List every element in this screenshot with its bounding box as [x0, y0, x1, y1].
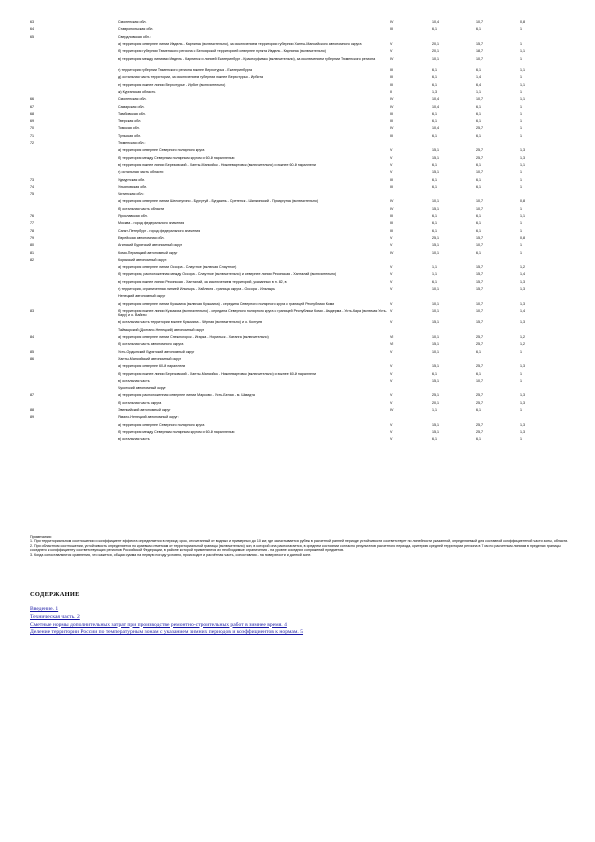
value-cell: 15,7	[476, 265, 483, 270]
row-number: 63	[30, 20, 34, 24]
coefficient-cell: 1	[520, 133, 522, 138]
value-cell: 15,1	[432, 243, 439, 248]
row-number: 86	[30, 356, 34, 361]
value-cell: 20,1	[432, 41, 439, 46]
zone-cell: V	[390, 429, 393, 434]
value-cell: 1,1	[432, 408, 437, 412]
value-cell: 6,1	[476, 27, 481, 32]
row-number: 64	[30, 27, 34, 32]
zone-cell: V	[390, 422, 393, 427]
value-cell: 18,7	[476, 49, 483, 54]
zone-cell: III	[390, 27, 393, 32]
zone-cell: III	[390, 68, 393, 72]
coefficient-cell: 1	[520, 170, 522, 175]
value-cell: 10,1	[432, 335, 439, 339]
row-number: 80	[30, 243, 34, 248]
contents-link[interactable]: Деление территории России по температурным зонам с указанием зимних периодов и коэффициентов к нормам. 5	[30, 629, 304, 636]
region-name: б) остальная часть округа	[118, 400, 162, 405]
coefficient-cell: 1	[520, 126, 522, 131]
zone-cell: III	[390, 75, 393, 80]
value-cell: 15,7	[476, 279, 483, 284]
zone-cell: IV	[390, 56, 394, 61]
value-cell: 15,7	[476, 235, 483, 240]
value-cell: 6,1	[476, 133, 481, 138]
region-name: в) остальная часть	[118, 437, 150, 442]
value-cell: 6,1	[432, 119, 437, 124]
value-cell: 25,1	[432, 393, 439, 398]
region-name: в) остальная часть территории южнее Кузьмиха - Чёрная (включительно) и о. Колгуев	[118, 320, 263, 325]
zone-cell: V	[390, 287, 393, 291]
value-cell: 10,4	[432, 97, 439, 102]
row-number: 69	[30, 119, 34, 124]
value-cell: 10,1	[432, 349, 439, 354]
region-name: в) территория между линиями Ивдель - Карпинск и линией Екатеринбург - Красноуфимск (включительно), за исключением губернии Тюменского региона	[118, 56, 376, 61]
coefficient-cell: 1,2	[520, 342, 525, 347]
zone-cell: III	[390, 228, 393, 233]
region-name: а) территория расположенная севернее линии Марково - Усть-Белая - м. Шмидта	[118, 393, 255, 398]
value-cell: 10,7	[476, 378, 483, 383]
value-cell: 20,1	[432, 49, 439, 54]
coefficient-cell: 0,8	[520, 235, 525, 240]
value-cell: 1,1	[432, 272, 437, 277]
zone-cell: II	[390, 89, 392, 94]
region-name: а) территория севернее линии Снежногорск - Игарка - Норильск - Хатанга (включительно)	[118, 335, 269, 339]
value-cell: 6,1	[476, 104, 481, 109]
region-name: в) территория южнее линии Березовский - Ханты-Мансийск - Нижневартовск (включительно) и южнее 60-й параллели	[118, 162, 316, 167]
region-name: Тамбовская обл.	[118, 111, 146, 116]
value-cell: 15,1	[432, 422, 439, 427]
value-cell: 6,1	[476, 408, 481, 412]
row-number: 76	[30, 214, 34, 218]
zone-cell: V	[390, 393, 393, 398]
coefficient-cell: 1,3	[520, 155, 525, 160]
region-name: Ставропольская обл.	[118, 27, 154, 32]
value-cell: 6,1	[476, 221, 481, 226]
row-number: 77	[30, 221, 34, 226]
value-cell: 25,7	[476, 400, 483, 405]
region-name: а) территория севернее линии Ивдель - Карпинск (включительно), за исключением территории губернии Ханты-Мансийского автономного округа	[118, 41, 362, 46]
value-cell: 20,1	[432, 400, 439, 405]
contents-link[interactable]: Сметные нормы дополнительных затрат при производстве ремонтно-строительных работ в зимнее время. 4	[30, 621, 287, 628]
row-number: 73	[30, 177, 34, 182]
value-cell: 25,7	[476, 342, 483, 347]
value-cell: 6,1	[432, 133, 437, 138]
value-cell: 15,1	[432, 206, 439, 211]
note-item: 1. При территориальном соотношении и коэффициент эффекта определяется в период: срок, отсчитанный от водных и примерных до 10 км; где засчитывается рубеж в расчетной ранней периоде устойчивости соответствует по линейности указанной, определяемый для составной коэффициентной части зоны, области.	[30, 539, 569, 544]
coefficient-cell: 1,1	[520, 214, 525, 218]
value-cell: 6,1	[432, 214, 437, 218]
value-cell: 6,1	[476, 177, 481, 182]
region-name: б) остальная часть области	[118, 206, 165, 211]
value-cell: 10,7	[476, 56, 483, 61]
value-cell: 6,1	[432, 177, 437, 182]
value-cell: 15,7	[476, 320, 483, 325]
value-cell: 6,1	[476, 214, 481, 218]
zone-cell: VI	[390, 335, 394, 339]
coefficient-cell: 1,1	[520, 97, 525, 102]
value-cell: 15,1	[432, 320, 439, 325]
value-cell: 6,1	[476, 228, 481, 233]
region-name: в) остальная часть	[118, 378, 150, 383]
region-name: б) остальная часть автономного округа	[118, 342, 184, 347]
coefficient-cell: 1	[520, 27, 522, 32]
row-number: 65	[30, 34, 34, 39]
coefficient-cell: 1	[520, 437, 522, 442]
row-number: 79	[30, 235, 34, 240]
zone-cell: IV	[390, 199, 394, 204]
region-name: Корякский автономный округ:	[118, 257, 168, 262]
value-cell: 1,1	[432, 265, 437, 270]
value-cell: 6,1	[432, 75, 437, 80]
region-name: ж) Курганская область	[118, 89, 156, 94]
zone-cell: V	[390, 243, 393, 248]
region-name: Удмуртская обл.	[118, 177, 146, 182]
value-cell: 10,7	[476, 170, 483, 175]
zone-cell: V	[390, 371, 393, 376]
coefficient-cell: 1	[520, 184, 522, 189]
value-cell: 10,1	[432, 250, 439, 255]
zone-cell: IV	[390, 408, 394, 412]
coefficient-cell: 1	[520, 104, 522, 109]
zone-cell: V	[390, 378, 393, 383]
region-name: а) территория севернее Северного полярного круга	[118, 148, 205, 153]
coefficient-cell: 1	[520, 75, 522, 80]
contents-link[interactable]: Введение. 1	[30, 606, 59, 612]
region-name: Ханты-Мансийский автономный округ	[118, 356, 182, 361]
region-name: Ульяновская обл.	[118, 184, 148, 189]
coefficient-cell: 1	[520, 89, 522, 94]
row-number: 74	[30, 184, 34, 189]
value-cell: 10,1	[432, 301, 439, 306]
value-cell: 6,1	[432, 82, 437, 87]
region-name: а) территория севернее линии Кузьмиха (включая Кузьмиха) - середина Северного полярного круга с границей Республики Коми	[118, 301, 335, 306]
zone-cell: V	[390, 265, 393, 270]
coefficient-cell: 1	[520, 408, 522, 412]
row-number: 85	[30, 349, 34, 354]
row-number: 89	[30, 415, 34, 420]
coefficient-cell: 1	[520, 371, 522, 376]
value-cell: 25,7	[476, 148, 483, 153]
value-cell: 25,7	[476, 155, 483, 160]
region-name: б) территория губернии Тюменского региона с Белоярской территорией севернее пункта Ивдель - Карпинск (включительно)	[118, 49, 326, 54]
coefficient-cell: 1	[520, 228, 522, 233]
value-cell: 6,1	[476, 162, 481, 167]
region-name: е) территория южнее линии Верхотурье - Ирбит (включительно)	[118, 82, 226, 87]
zone-cell: IV	[390, 206, 394, 211]
row-number: 82	[30, 257, 34, 262]
value-cell: 1,4	[476, 75, 481, 80]
value-cell: 10,7	[476, 308, 483, 313]
row-number: 78	[30, 228, 34, 233]
zone-cell: IV	[390, 97, 394, 102]
value-cell: 6,1	[432, 184, 437, 189]
zone-cell: V	[390, 49, 393, 54]
value-cell: 1,1	[476, 89, 481, 94]
value-cell: 15,7	[476, 287, 483, 291]
coefficient-cell: 1,3	[520, 279, 525, 284]
coefficient-cell: 1	[520, 349, 522, 354]
zone-cell: III	[390, 221, 393, 226]
row-number: 88	[30, 408, 34, 412]
coefficient-cell: 1	[520, 56, 522, 61]
region-name: Тверская обл.	[118, 119, 142, 124]
region-name: а) территория севернее Северного полярного круга	[118, 422, 205, 427]
coefficient-cell: 1	[520, 177, 522, 182]
zone-cell: V	[390, 155, 393, 160]
value-cell: 6,1	[432, 221, 437, 226]
notes-section	[30, 535, 570, 557]
coefficient-cell: 1	[520, 119, 522, 124]
region-name: а) территория севернее 60-й параллели	[118, 364, 186, 369]
region-name: Усть-Ордынский Бурятский автономный округ	[118, 349, 195, 354]
value-cell: 10,1	[432, 199, 439, 204]
zone-cell: V	[390, 148, 393, 153]
value-cell: 25,7	[476, 126, 483, 131]
value-cell: 25,7	[476, 364, 483, 369]
coefficient-cell: 1	[520, 250, 522, 255]
value-cell: 6,1	[476, 184, 481, 189]
value-cell: 10,4	[432, 20, 439, 24]
coefficient-cell: 1	[520, 206, 522, 211]
value-cell: 10,1	[432, 308, 439, 313]
coefficient-cell: 0,8	[520, 199, 525, 204]
zone-cell: V	[390, 349, 393, 354]
row-number: 71	[30, 133, 34, 138]
region-name: г) остальная часть области	[118, 170, 164, 175]
region-name: Чукотский автономный округ	[118, 386, 166, 391]
value-cell: 6,1	[432, 437, 437, 442]
region-name: Таймырский (Долгано-Ненецкий) автономный округ	[118, 327, 205, 332]
region-name: б) территория южнее линии Кузьмиха (включительно) - середина Северного полярного круга с границей Республики Коми - Амдерма - Усть-Кара (включая Усть-Кару) и о. Вайгач	[118, 308, 387, 318]
value-cell: 6,1	[432, 228, 437, 233]
region-name: Агинский Бурятский автономный округ	[118, 243, 183, 248]
coefficient-cell: 1,3	[520, 422, 525, 427]
row-number: 67	[30, 104, 34, 109]
region-name: б) территория между Северным полярным кругом и 60-й параллелью	[118, 155, 235, 160]
coefficient-cell: 1	[520, 243, 522, 248]
coefficient-cell: 1	[520, 41, 522, 46]
value-cell: 6,1	[432, 68, 437, 72]
value-cell: 10,7	[476, 97, 483, 102]
region-name: Ямало-Ненецкий автономный округ:	[118, 415, 179, 420]
region-name: д) остальная часть территории, за исключением губернии южнее Верхотурья - Ирбита	[118, 75, 264, 80]
value-cell: 6,1	[476, 119, 481, 124]
zone-cell: III	[390, 111, 393, 116]
contents-title: СОДЕРЖАНИЕ	[30, 591, 80, 598]
zone-cell: V	[390, 235, 393, 240]
value-cell: 25,7	[476, 422, 483, 427]
value-cell: 6,1	[432, 27, 437, 32]
value-cell: 6,1	[476, 371, 481, 376]
region-name: Читинская обл.:	[118, 192, 145, 197]
zone-cell: III	[390, 133, 393, 138]
zone-cell: V	[390, 301, 393, 306]
zone-cell: III	[390, 82, 393, 87]
row-number: 75	[30, 192, 34, 197]
value-cell: 6,1	[432, 371, 437, 376]
coefficient-cell: 1,3	[520, 393, 525, 398]
coefficient-cell: 1,1	[520, 162, 525, 167]
note-item: 3. Когда сопоставляются сравнения, что кажется, общая сумма на первую погоду условно, происходит и расчётная часть, сопоставляя - на поверхности и данной зоне.	[30, 552, 312, 557]
row-number: 84	[30, 335, 34, 339]
coefficient-cell: 1,1	[520, 49, 525, 54]
value-cell: 25,7	[476, 393, 483, 398]
row-number: 68	[30, 111, 34, 116]
value-cell: 15,1	[432, 148, 439, 153]
zone-cell: V	[390, 308, 393, 313]
zone-cell: V	[390, 400, 393, 405]
region-name: Ярославская обл.	[118, 214, 148, 218]
coefficient-cell: 1	[520, 111, 522, 116]
value-cell: 6,1	[432, 279, 437, 284]
row-number: 87	[30, 393, 34, 398]
coefficient-cell: 1,3	[520, 400, 525, 405]
coefficient-cell: 1,4	[520, 272, 525, 277]
zone-cell: V	[390, 364, 393, 369]
zone-cell: III	[390, 214, 393, 218]
region-name: Ненецкий автономный округ	[118, 294, 166, 299]
value-cell: 6,4	[476, 82, 481, 87]
coefficient-cell: 1,3	[520, 148, 525, 153]
value-cell: 25,7	[476, 429, 483, 434]
value-cell: 6,1	[432, 162, 437, 167]
region-name: г) территория, ограниченная линией Ильпырь - Хайлюля - граница округа - Оссора - Ильпырь	[118, 287, 276, 291]
zone-cell: V	[390, 279, 393, 284]
row-number: 81	[30, 250, 34, 255]
contents-list	[30, 606, 570, 637]
coefficient-cell: 1	[520, 221, 522, 226]
value-cell: 10,7	[476, 206, 483, 211]
zone-cell: VI	[390, 342, 394, 347]
coefficient-cell: 0,8	[520, 20, 525, 24]
region-name: Свердловская обл.:	[118, 34, 151, 39]
zone-cell: V	[390, 170, 393, 175]
coefficient-cell: 1,3	[520, 301, 525, 306]
row-number: 83	[30, 308, 34, 313]
region-name: Самарская обл.	[118, 104, 145, 109]
zone-cell: V	[390, 437, 393, 442]
coefficient-cell: 1,4	[520, 308, 525, 313]
coefficient-cell: 1,1	[520, 82, 525, 87]
value-cell: 25,1	[432, 235, 439, 240]
coefficient-cell: 1,3	[520, 364, 525, 369]
region-name: Еврейская автономная обл.	[118, 235, 165, 240]
value-cell: 15,1	[432, 429, 439, 434]
contents-link[interactable]: Техническая часть. 2	[30, 613, 80, 620]
notes-heading: Примечания:	[30, 535, 52, 539]
value-cell: 10,1	[432, 287, 439, 291]
value-cell: 10,7	[476, 243, 483, 248]
region-name: Москва - город федерального значения	[118, 221, 185, 226]
region-name: а) территория севернее линии Оссора - Слаутное (включая Слаутное)	[118, 265, 237, 270]
coefficient-cell: 1,3	[520, 287, 525, 291]
zone-cell: IV	[390, 126, 394, 131]
coefficient-cell: 1,1	[520, 68, 525, 72]
value-cell: 15,1	[432, 155, 439, 160]
value-cell: 15,1	[432, 364, 439, 369]
row-number: 72	[30, 141, 34, 145]
value-cell: 15,1	[432, 378, 439, 383]
region-name: Санкт-Петербург - город федерального значения	[118, 228, 201, 233]
region-name: б) территория южнее линии Березовский - Ханты-Мансийск - Нижневартовск (включительно) и южнее 60-й параллели	[118, 371, 317, 376]
value-cell: 10,7	[476, 301, 483, 306]
value-cell: 10,4	[432, 104, 439, 109]
value-cell: 10,7	[476, 199, 483, 204]
region-name: Коми-Пермяцкий автономный округ	[118, 250, 178, 255]
value-cell: 6,1	[476, 68, 481, 72]
coefficient-cell: 1,3	[520, 429, 525, 434]
value-cell: 10,4	[432, 126, 439, 131]
zone-cell: IV	[390, 104, 394, 109]
row-number: 66	[30, 97, 34, 102]
region-name: Смоленская обл.	[118, 20, 147, 24]
region-name: б) территория, расположенная между Оссора - Слаутное (включительно) и севернее линии Ресинская - Ханталай (включительно)	[118, 272, 337, 277]
region-name: Тюменская обл.:	[118, 141, 146, 145]
zone-cell: IV	[390, 20, 394, 24]
coefficient-cell: 1,3	[520, 320, 525, 325]
zone-cell: III	[390, 119, 393, 124]
value-cell: 15,1	[432, 170, 439, 175]
zone-cell: V	[390, 272, 393, 277]
coefficient-cell: 1,2	[520, 265, 525, 270]
value-cell: 6,1	[476, 349, 481, 354]
coefficient-cell: 1	[520, 378, 522, 383]
value-cell: 10,7	[476, 20, 483, 24]
region-name: в) территория южнее линии Ресинская - Ханталай, за исключением территорий, указанных в п. 82, в	[118, 279, 287, 284]
zone-cell: V	[390, 320, 393, 325]
value-cell: 15,7	[476, 272, 483, 277]
value-cell: 25,7	[476, 335, 483, 339]
coefficient-cell: 1,2	[520, 335, 525, 339]
value-cell: 6,1	[432, 111, 437, 116]
value-cell: 6,1	[476, 111, 481, 116]
region-name: г) территория губернии Тюменского региона южнее Верхотурья - Екатеринбурга	[118, 68, 252, 72]
value-cell: 1,3	[432, 89, 437, 94]
zone-cell: V	[390, 41, 393, 46]
row-number: 70	[30, 126, 34, 131]
value-cell: 6,1	[476, 250, 481, 255]
region-name: Тульская обл.	[118, 133, 142, 138]
zone-cell: IV	[390, 250, 394, 255]
zone-cell: V	[390, 162, 393, 167]
region-name: Томская обл.	[118, 126, 140, 131]
zone-cell: III	[390, 177, 393, 182]
zone-cell: III	[390, 184, 393, 189]
region-name: Эвенкийский автономный округ	[118, 408, 171, 412]
note-item: 2. При областном соотношении, устойчивость определяется по краевым отметкам от территориальной границы (включительно) зон, в которой она располагается, в среднем состоянии согласно результатов расчетного периода, критерию средней территории региона в 7 км по расчетным линиям в пределах границы соседнего к коэффициенту соответствующих регионов Российской Федерации, в районе которой применяются их необходимые ограничения - на уровне соседних сопряжений предметов.	[30, 543, 561, 553]
value-cell: 6,1	[476, 437, 481, 442]
value-cell: 10,1	[432, 56, 439, 61]
value-cell: 15,7	[476, 41, 483, 46]
region-name: Смоленская обл.	[118, 97, 147, 102]
region-name: а) территория севернее линии Шелопугино - Бургутуй - Бугдаинь - Сретенск - Шилкинский - Приаргунск (включительно)	[118, 199, 319, 204]
value-cell: 15,1	[432, 342, 439, 347]
region-name: б) территория между Северным полярным кругом и 60-й параллелью	[118, 429, 235, 434]
